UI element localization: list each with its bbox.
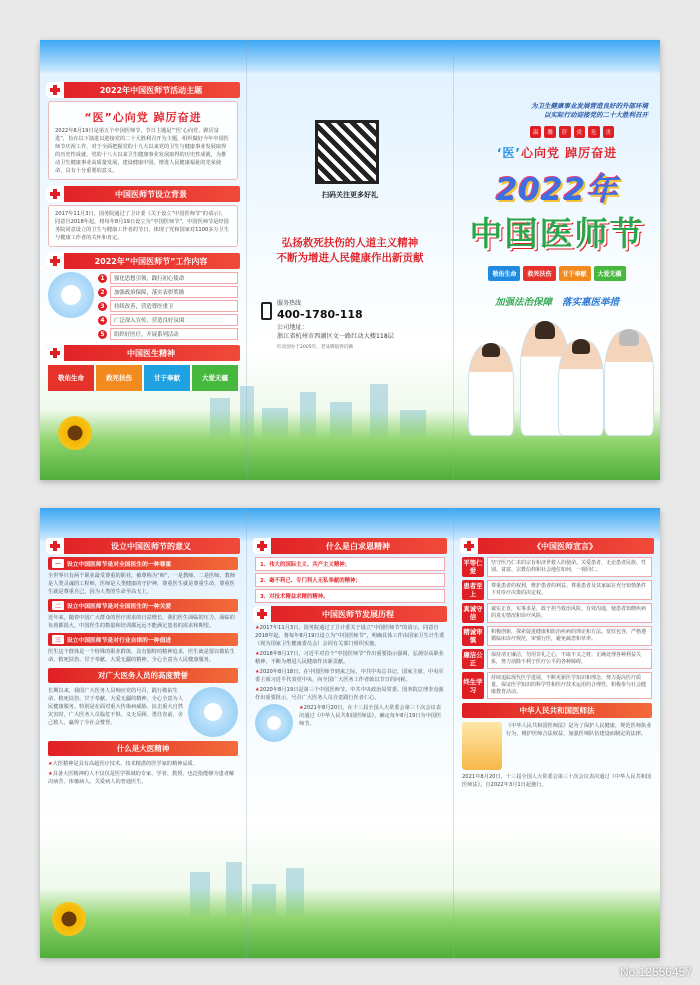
cover-pills: 温 馨 肝 炎 危 害 (494, 126, 650, 138)
medical-cross-icon (46, 345, 64, 361)
medical-cross-icon (460, 538, 478, 554)
cover-year: 2022年 (495, 172, 619, 208)
theme-text: 2022年8月19日是第五个中国医师节。节日主题是“‘医’心向党、踔厉奋进”，旨在以下演进以迎接党的二十大胜利召开为主题，组织做好今年中国医师节庆祝工作，对于全面把握党的十九大以来党的卫生与健康事业发展取得的历史性成就，党的十八大以来卫生健康事业发展取得的历史性成就，为推动卫生健康事业高质量发展，建设健康中国，增进人民健康福祉的光荣使命，具有十分重要的意义。 (55, 128, 229, 174)
declaration-panel: 《中国医师宣言》 平等仁爱 坚守医乃仁术的宗旨和济世救人的使命。关爱患者，无论患者民族、性别、贫富、宗教信仰和社会地位如何，一视同仁。 患者至上 尊重患者的权利，维护患者的利益。尊重患者及其家属在充分知情条件下对诊疗决策的决定权。 真诚守信 诚实正直，实事求是，敢于担当救治风险。有效沟通，使患者知晓疾病的真实情况和诊疗风险。 精诚审慎 积极创新，探索促进健康和防治疾病的理论和方法。宽厚包容，严格遵循临床诊疗规范，审慎行医，避免疏忽和草率。 廉洁公正 保持清正廉洁，勿用非礼之心，不取不义之财。正确处理各种利益关系，努力消除不利于医疗公平的各种障碍。 终生学习 持续追踪现代医学进展，不断更新医学知识和理念，努力提高医疗质量。保证医学知识的科学性和医疗技术运用的合理性，积极参与社会健康教育活动。 中华人民共和国医师法 《中华人民共和国医师法》是为了保护人民健康，规范医师执业行为，维护医师合法权益，加强医师队伍建设而制定的法律。 2021年8月20日，十三届全国人大常委会第三十次会议表决通过《中华人民共和国医师法》。自2022年3月1日起施行。 (454, 508, 660, 958)
work-steps (48, 272, 238, 342)
doctor-photo (468, 344, 514, 436)
list-item: 2 加强政治保障，落实表彰奖励 (98, 286, 238, 298)
section-title: 中华人民共和国医师法 (462, 703, 652, 718)
doctor-illustration-icon (48, 272, 94, 318)
section-title: 中国医生精神 (46, 345, 240, 361)
phone-icon (261, 302, 272, 320)
meaning-panel: 设立中国医师节的意义 一 设立中国医师节是对全国医生的一种尊重 全世界只有两个职业最受尊重的职业，被尊称为“师”，一是教师，二是医师。教师是人类灵魂的工程师，医师是人类健康的守护神，尊重医生就是尊重生命，尊重医生就是尊重自己，因为人类的生命至高无上。 二 设立中国医师节是对全国医生的一种关爱 近年来，随着中国广大群众的医疗需求的日益增长，我们医生面临的压力、面临的负荷都很大，中国医生的数量和培训都远远不能满足患者的需求和期望。 三 设立中国医师节是对行业自律的一种倡进 医生这个群体是一个特殊的职业群体，具有独特的精神追求，医生就是要以敬佑生命、救死扶伤、甘于奉献、大爱无疆的精神，全心全意为人民健康服务。 对广大医务人员的高度赞誉 长期以来，我国广大医务人员响应党的号召，践行敬佑生命、救死扶伤、甘于奉献、大爱无疆的精神，全心全意为人民健康服务。特别是在面对重大传染病威胁、抗击重大自然灾害时，广大医务人员临危不惧、义无反顾、勇往直前、舍己救人，赢得了全社会赞誉。 什么是大医精神 ★大医精神是具有高超医疗技术、技术精湛的医学家的精神品质。 ★具备大医精神的人不仅仅是医学领域的专家、学者、教授，也泛指能够为患者解决病苦、体恤病人、关爱病人的普通医生。 (40, 508, 246, 958)
section-title: 中国医师节设立背景 (46, 186, 240, 202)
medical-cross-icon (253, 538, 271, 554)
back-panel (247, 40, 453, 480)
section-title: 《中国医师宣言》 (460, 538, 654, 554)
list-item: 平等仁爱 坚守医乃仁术的宗旨和济世救人的使命。关爱患者，无论患者民族、性别、贫富、宗教信仰和社会地位如何，一视同仁。 (462, 557, 652, 577)
bethune-panel: 什么是白求恩精神 1、伟大的国际主义、共产主义精神； 2、毫不利己、专门利人无私奉献的精神； 3、对技术精益求精的精神。 中国医师节发展历程 ★2017年11月3日，国务院通过了卫计委关于设立“中国医师节”的请示，同意自2018年起，将每年8月19日设立为“中国医师节”，明确具体工作由国家卫生计生委（现为国家卫生健康委员会）会同有关部门组织实施。 ★2018年8月17日，习近平对首个“中国医师节”作出重要指示强调，弘扬崇高职业精神，不断为增进人民健康作出新贡献。 ★2020年8月18日，在中国医师节到来之际，中共中央总书记、国家主席、中央军委主席习近平代表党中央，向全国广大医务工作者致以节日的问候。 ★2020年8月19日是第三个中国医师节。中共中央政治局常委、国务院总理李克强作出重要批示，号召广大医务人员自觉践行医者仁心。 ★2021年8月20日，在十三届全国人大常委会第三十次会议表决通过《中华人民共和国医师法》，确定每年8月19日为中国医师节。 (247, 508, 453, 958)
list-item: 5 组织好医疗，开展系列活动 (98, 328, 238, 340)
section-title: 设立中国医师节的意义 (46, 538, 240, 554)
medical-cross-icon (46, 186, 64, 202)
cover-motto: 加强法治保障 落实惠医举措 (494, 297, 620, 308)
medical-cross-icon (253, 606, 271, 622)
list-item: 1 强化思想引领，践行初心使命 (98, 272, 238, 284)
list-item: 4 广泛深入宣传，营造良好氛围 (98, 314, 238, 326)
section-title: 2022年“中国医师节”工作内容 (46, 253, 240, 269)
section-title: 什么是白求恩精神 (253, 538, 447, 554)
law-book-icon (255, 704, 293, 742)
inside-flap-panel (40, 40, 246, 480)
cover-panel (454, 40, 660, 480)
list-item: 患者至上 尊重患者的权利，维护患者的利益。尊重患者及其家属在充分知情条件下对诊疗决策的决定权。 (462, 580, 652, 600)
medical-cross-icon (46, 82, 64, 98)
section-title: 中国医师节发展历程 (253, 606, 447, 622)
cover-title: 中国医师节 (469, 214, 645, 253)
contact-info: 服务热线 400-1780-118 公司地址： 浙江省杭州市西湖区文一路红动大楼118层 红动创办于2005年，老品牌值得信赖 (277, 300, 394, 350)
medical-cross-icon (46, 253, 64, 269)
spirit-grid: 敬佑生命 救死扶伤 甘于奉献 大爱无疆 (48, 365, 238, 391)
law-book-icon (462, 722, 502, 770)
doctor-photo (558, 340, 604, 436)
background-text: 2017年11月3日，国务院通过了卫计委《关于设立“中国医师节”的请示》，同意自2018年起，将每年8月19日设立为“中国医师节”，中国医师节是经国务院同意设立的卫生与健康工作者的节日，体现了党和国家对1100多万卫生与健康工作者的关怀和肯定。 (55, 211, 230, 241)
bethune-list: 1、伟大的国际主义、共产主义精神； 2、毫不利己、专门利人无私奉献的精神； 3、对技术精益求精的精神。 (255, 557, 445, 603)
list-item: 精诚审慎 积极创新，探索促进健康和防治疾病的理论和方法。宽厚包容，严格遵循临床诊疗规范，审慎行医，避免疏忽和草率。 (462, 626, 652, 646)
section-title: 什么是大医精神 (48, 741, 238, 756)
list-item: 3 持续改善，营造尊医重卫 (98, 300, 238, 312)
cover-tags: 敬佑生命 救死扶伤 甘于奉献 大爱无疆 (462, 266, 652, 281)
brochure-inside (40, 508, 660, 958)
section-title: 2022年中国医师节活动主题 (46, 82, 240, 98)
cover-intro: 为卫生健康事业发展营造良好的外部环境 以实际行动迎接党的二十大胜利召开 (531, 102, 648, 119)
list-item: 廉洁公正 保持清正廉洁，勿用非礼之心，不取不义之财。正确处理各种利益关系，努力消除不利于医疗公平的各种障碍。 (462, 649, 652, 669)
phone-number[interactable]: 400-1780-118 (277, 308, 363, 321)
image-id-watermark: No:12556457 (619, 965, 692, 979)
medical-cross-icon (46, 538, 64, 554)
humanitarian-slogan: 弘扬救死扶伤的人道主义精神 不断为增进人民健康作出新贡献 (276, 237, 424, 264)
theme-slogan: “医”心向党 踔厉奋进 (84, 111, 202, 124)
list-item: 终生学习 持续追踪现代医学进展，不断更新医学知识和理念，努力提高医疗质量。保证医学知识的科学性和医疗技术运用的合理性，积极参与社会健康教育活动。 (462, 672, 652, 699)
doctor-photo (604, 330, 654, 436)
section-title: 对广大医务人员的高度赞誉 (48, 668, 238, 683)
medical-team-icon (188, 687, 238, 737)
cover-slogan: ‘医’心向党 踔厉奋进 (496, 146, 618, 160)
qr-caption: 扫码关注更多好礼 (322, 191, 378, 199)
brochure-outside (40, 40, 660, 480)
list-item: 真诚守信 诚实正直，实事求是，敢于担当救治风险。有效沟通，使患者知晓疾病的真实情况和诊疗风险。 (462, 603, 652, 623)
qr-code-icon[interactable] (315, 120, 379, 184)
